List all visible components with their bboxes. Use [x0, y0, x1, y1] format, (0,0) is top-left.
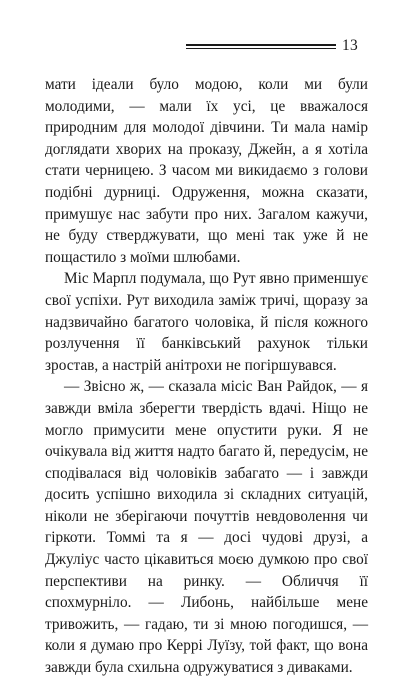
body-text	[45, 74, 368, 679]
header-rule-thick	[186, 44, 336, 46]
paragraph: Міс Марпл подумала, що Рут явно применшує свої успіхи. Рут виходила заміж тричі, щоразу за надзвичайно багатого чоловіка, й після кожного розлучення її банківський рахунок тільки зростав, а настрій анітрохи не погіршувався.	[45, 270, 368, 374]
paragraph: мати ідеали було модою, коли ми були молодими, — мали їх усі, це вважалося природним для молодої дівчини. Ти мала намір доглядати хворих на проказу, Джейн, а я хотіла стати черницею. З часом ми викидаємо з голови подібні дурниці. Одруження, можна сказати, примушує нас забути про них. Загалом кажучи, не буду стверджувати, що мені так уже й не пощастило з моїми шлюбами.	[45, 76, 368, 266]
paragraph: — Звісно ж, — сказала місіс Ван Райдок, — я завжди вміла зберегти твердість вдачі. Ніщо не могло примусити мене опустити руки. Я не очікувала від життя надто багато й, передусім, не сподівалася від чоловіків забагато — і завжди досить успішно виходила зі складних ситуацій, ніколи не зберігаючи почуттів невдоволення чи гіркоти. Томмі та я — досі чудові друзі, а Джуліус часто цікавиться моєю думкою про свої перспективи на ринку. — Обличчя її спохмурніло. — Либонь, найбільше мене тривожить, — гадаю, ти зі мною погодишся, — коли я думаю про Керрі Луїзу, той факт, що вона завжди була схильна одружуватися з диваками.	[45, 378, 368, 677]
page-number: 13	[342, 37, 359, 54]
header-rule-thin	[186, 48, 336, 49]
running-header	[186, 38, 368, 58]
